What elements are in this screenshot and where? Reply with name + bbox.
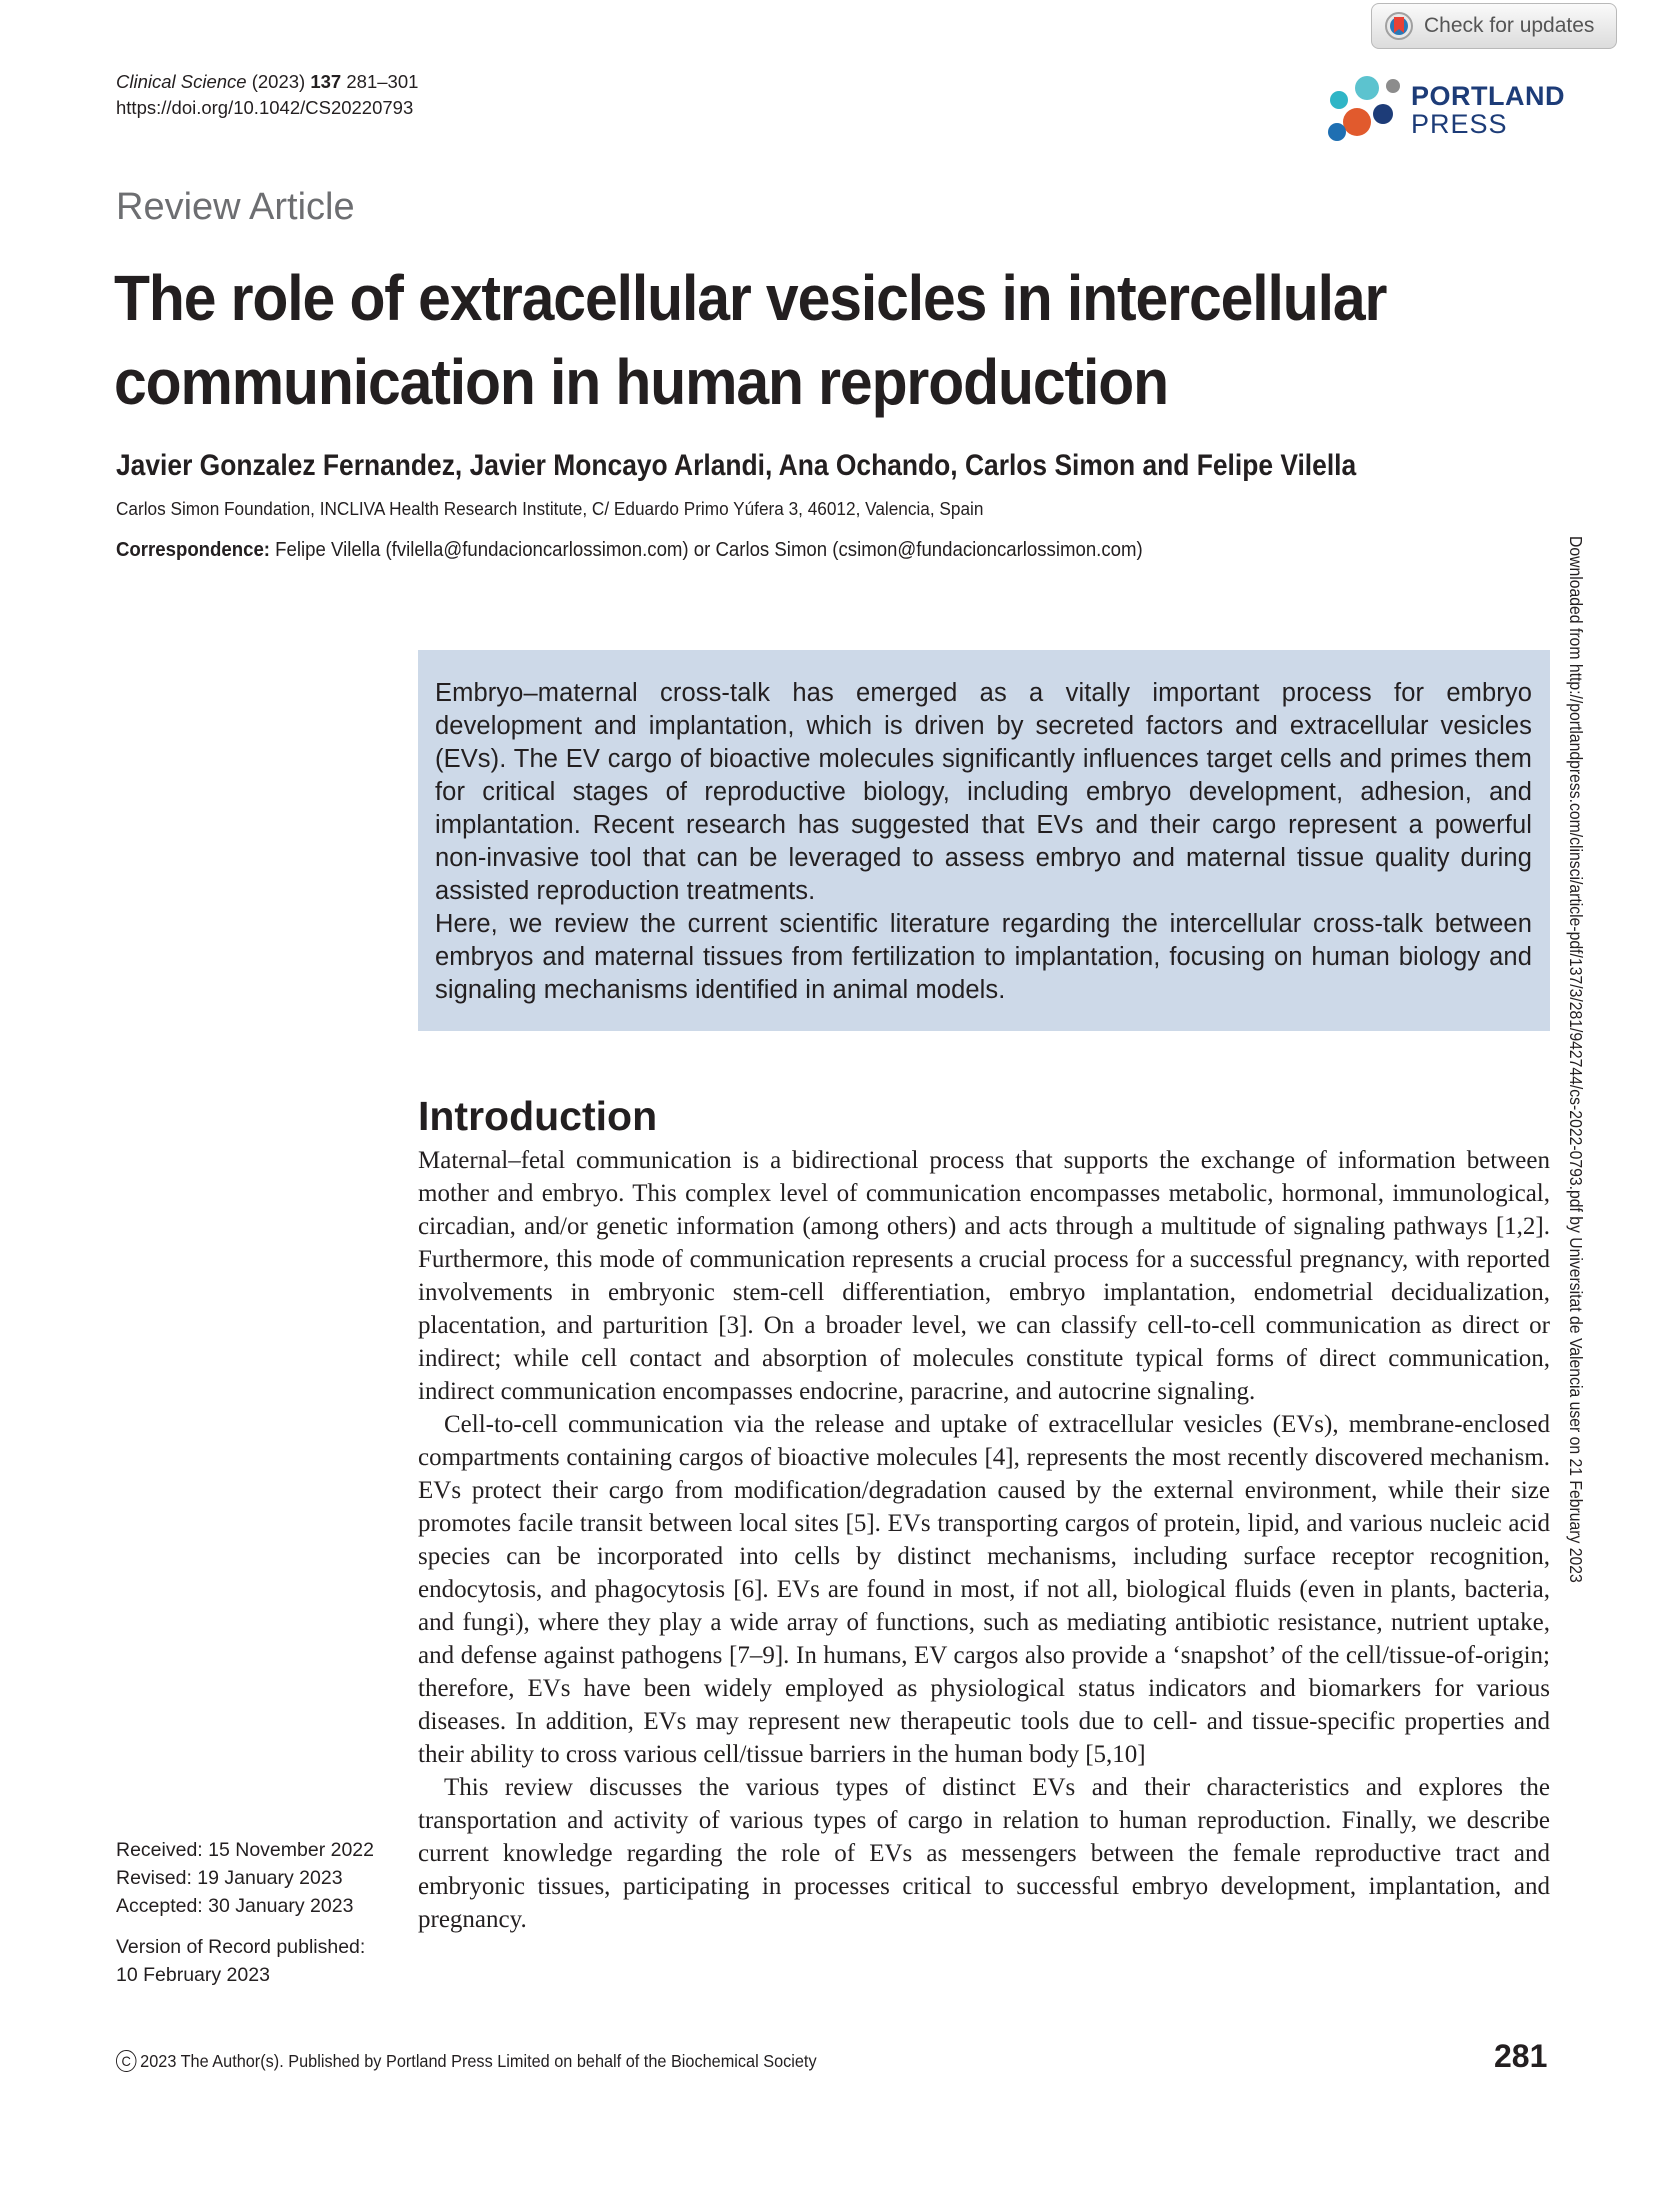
affiliation: Carlos Simon Foundation, INCLIVA Health Research Institute, C/ Eduardo Primo Yúfera 3, 46012, Valencia, Spain bbox=[116, 498, 984, 519]
logo-dots-icon bbox=[1327, 74, 1407, 150]
download-notice bbox=[1566, 536, 1586, 1642]
doi-link[interactable]: https://doi.org/10.1042/CS20220793 bbox=[116, 97, 414, 118]
journal-citation bbox=[116, 69, 418, 121]
copyright-footer bbox=[116, 2050, 817, 2072]
journal-pages: 281–301 bbox=[341, 71, 419, 92]
accepted-date: Accepted: 30 January 2023 bbox=[116, 1895, 354, 1917]
copyright-text: 2023 The Author(s). Published by Portland Press Limited on behalf of the Biochemical Society bbox=[140, 2050, 817, 2071]
logo-word-portland: PORTLAND bbox=[1411, 81, 1565, 111]
vor-date: 10 February 2023 bbox=[116, 1964, 270, 1986]
intro-paragraph-2: Cell-to-cell communication via the release and uptake of extracellular vesicles (EVs), membrane-enclosed compartments containing cargos of bioactive molecules [4], represents the most recently discovered mechanism. EVs protect their cargo from modification/degradation caused by the external environment, while their size promotes facile transit between local sites [5]. EVs transporting cargos of protein, lipid, and various nucleic acid species can be incorporated into cells by distinct mechanisms, including surface receptor recognition, endocytosis, and phagocytosis [6]. EVs are found in most, if not all, biological fluids (even in plants, bacteria, and fungi), where they play a wide array of functions, such as mediating antibiotic resistance, nutrient uptake, and defense against pathogens [7–9]. In humans, EV cargos also provide a ‘snapshot’ of the cell/tissue-of-origin; therefore, EVs have been widely employed as physiological status indicators and biomarkers for various diseases. In addition, EVs may represent new therapeutic tools due to cell- and tissue-specific properties and their ability to cross various cell/tissue barriers in the human body [5,10] bbox=[418, 1411, 1550, 1768]
check-for-updates-button[interactable] bbox=[1371, 3, 1617, 49]
author-list: Javier Gonzalez Fernandez, Javier Moncayo Arlandi, Ana Ochando, Carlos Simon and Felipe Vilella bbox=[116, 449, 1357, 482]
journal-name: Clinical Science bbox=[116, 71, 247, 92]
vor-label: Version of Record published: bbox=[116, 1936, 366, 1958]
version-of-record bbox=[116, 1933, 365, 1989]
abstract-paragraph-2: Here, we review the current scientific literature regarding the intercellular cross-talk between embryos and maternal tissues from fertilization to implantation, focusing on human biology and signaling mechanisms identified in animal models. bbox=[435, 910, 1532, 1004]
check-updates-icon bbox=[1384, 11, 1414, 41]
correspondence-text: Felipe Vilella (fvilella@fundacioncarlossimon.com) or Carlos Simon (csimon@fundacioncarlossimon.com) bbox=[270, 539, 1143, 561]
journal-year: (2023) bbox=[246, 71, 311, 92]
abstract-box bbox=[418, 650, 1550, 1031]
introduction-body bbox=[418, 1144, 1550, 1936]
correspondence-label: Correspondence: bbox=[116, 539, 271, 561]
download-notice-text: Downloaded from http://portlandpress.com/clinsci/article-pdf/137/3/281/942744/cs-2022-0793.pdf by Universitat de Valencia user on 21 February 2023 bbox=[1566, 536, 1586, 1583]
page-number: 281 bbox=[1494, 2038, 1548, 2074]
intro-paragraph-3: This review discusses the various types of distinct EVs and their characteristics and explores the transportation and activity of various types of cargo in relation to human reproduction. Finally, we describe current knowledge regarding the role of EVs as messengers between the female reproductive tract and embryonic tissues, participating in processes critical to successful embryo development, implantation, and pregnancy. bbox=[418, 1774, 1550, 1933]
logo-word-press: PRESS bbox=[1411, 109, 1508, 139]
revised-date: Revised: 19 January 2023 bbox=[116, 1867, 343, 1889]
section-heading-introduction: Introduction bbox=[418, 1093, 658, 1139]
correspondence bbox=[116, 539, 1143, 562]
received-date: Received: 15 November 2022 bbox=[116, 1839, 374, 1861]
journal-volume: 137 bbox=[310, 71, 342, 92]
article-type: Review Article bbox=[116, 186, 355, 228]
check-for-updates-label: Check for updates bbox=[1424, 14, 1595, 37]
portland-press-logo bbox=[1327, 74, 1587, 150]
article-history bbox=[116, 1836, 374, 1920]
article-title: The role of extracellular vesicles in intercellular communication in human reproduction bbox=[114, 262, 1387, 418]
copyright-icon: C bbox=[116, 2050, 136, 2072]
intro-paragraph-1: Maternal–fetal communication is a bidirectional process that supports the exchange of information between mother and embryo. This complex level of communication encompasses metabolic, hormonal, immunological, circadian, and/or genetic information (among others) and acts through a multitude of signaling pathways [1,2]. Furthermore, this mode of communication represents a crucial process for a successful pregnancy, with reported involvements in embryonic stem-cell differentiation, embryo implantation, endometrial decidualization, placentation, and parturition [3]. On a broader level, we can classify cell-to-cell communication as direct or indirect; while cell contact and absorption of molecules constitute typical forms of direct communication, indirect communication encompasses endocrine, paracrine, and autocrine signaling. bbox=[418, 1147, 1550, 1405]
abstract-paragraph-1: Embryo–maternal cross-talk has emerged as a vitally important process for embryo development and implantation, which is driven by secreted factors and extracellular vesicles (EVs). The EV cargo of bioactive molecules significantly influences target cells and primes them for critical stages of reproductive biology, including embryo development, adhesion, and implantation. Recent research has suggested that EVs and their cargo represent a powerful non-invasive tool that can be leveraged to assess embryo and maternal tissue quality during assisted reproduction treatments. bbox=[435, 679, 1532, 905]
